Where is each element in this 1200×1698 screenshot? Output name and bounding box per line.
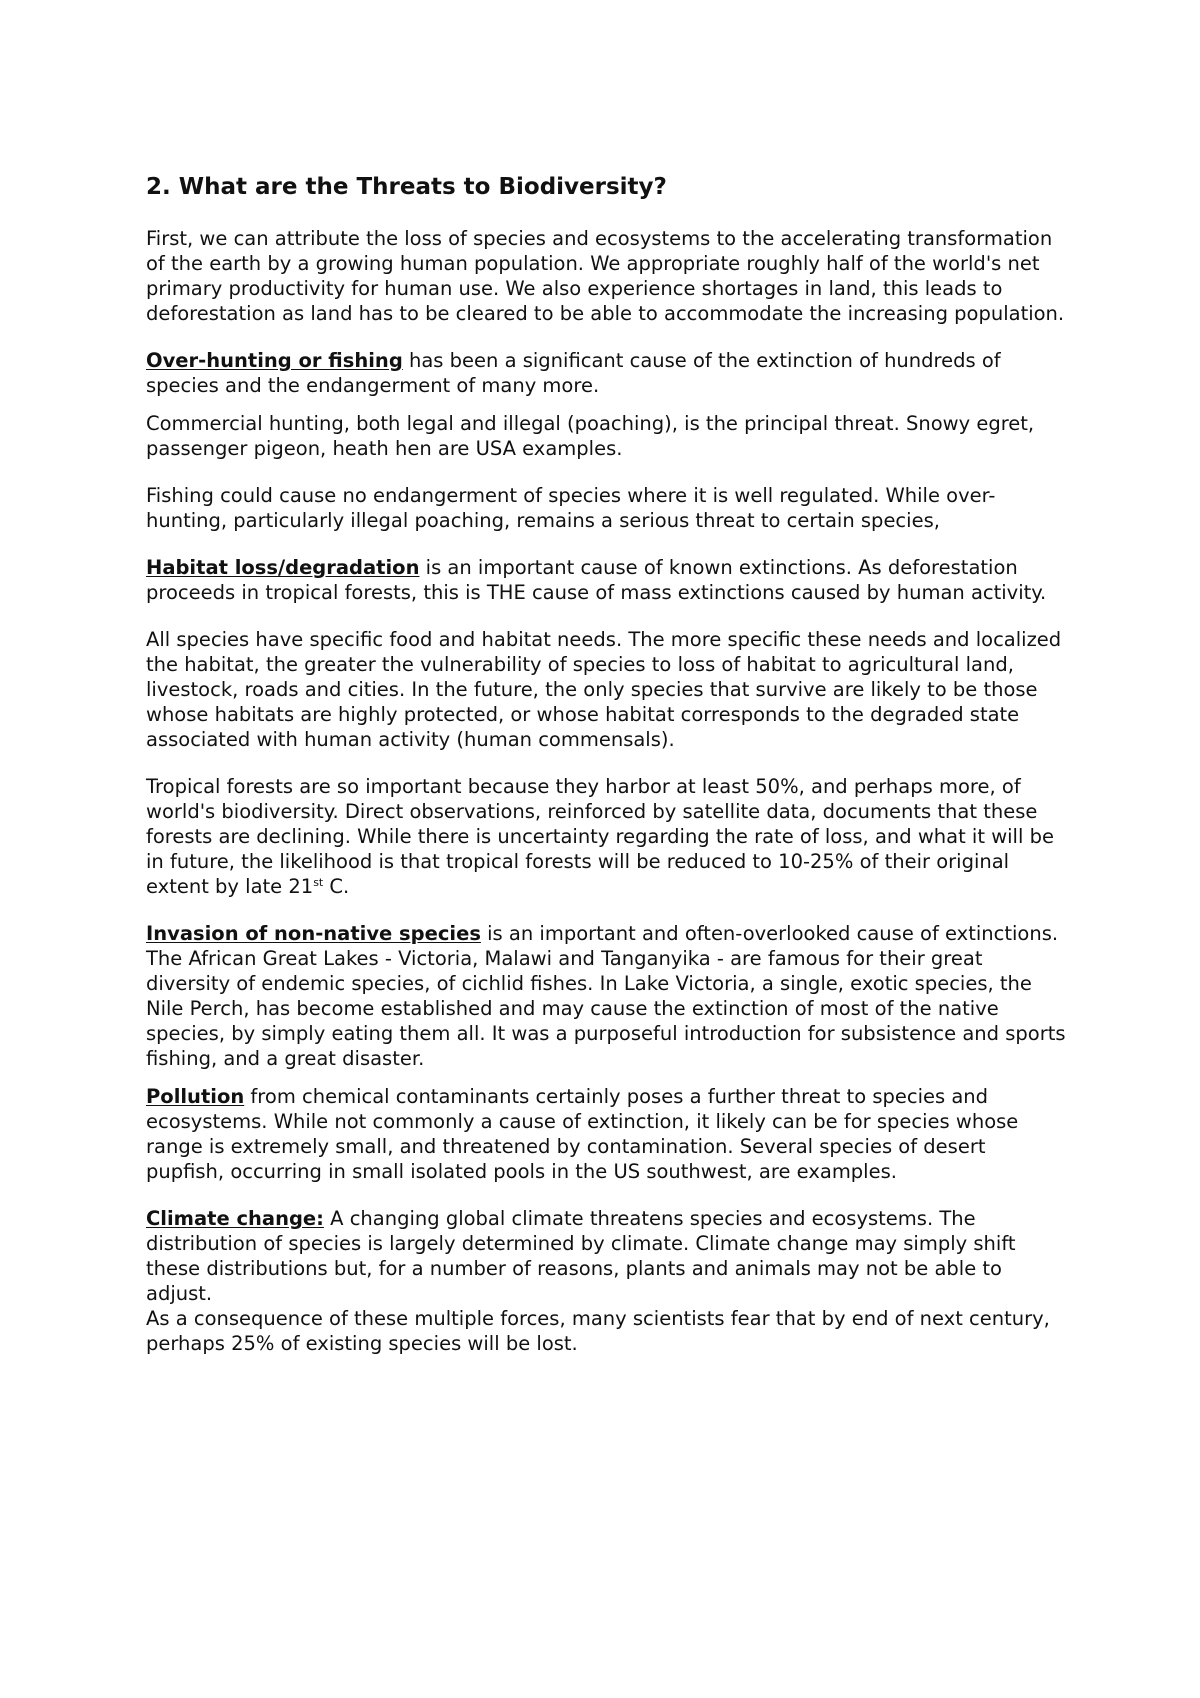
overhunting-text: has been a significant cause of the extinction of hundreds of species and the endangerment of many more. [146,349,1001,397]
overhunting-paragraph [146,348,1066,398]
document-body [146,172,1066,1356]
overhunting-term: Over-hunting or fishing [146,349,403,372]
habitat-needs-paragraph: All species have specific food and habitat needs. The more specific these needs and localized the habitat, the greater the vulnerability of species to loss of habitat to agricultural land, livestock, roads and cities. In the future, the only species that survive are likely to be those whose habitats are highly protected, or whose habitat corresponds to the degraded state associated with human activity (human commensals). [146,628,1062,751]
ordinal-superscript: st [313,876,324,889]
pollution-text: from chemical contaminants certainly poses a further threat to species and ecosystems. While not commonly a cause of extinction, it likely can be for species whose range is extremely small, and threatened by contamination. Several species of desert pupfish, occurring in small isolated pools in the US southwest, are examples. [146,1085,1019,1183]
tropical-forests-paragraph [146,774,1066,899]
tropical-text: Tropical forests are so important because they harbor at least 50%, and perhaps more, of world's biodiversity. Direct observations, reinforced by satellite data, documents that these forests are declining. While there is uncertainty regarding the rate of loss, and what it will be in future, the likelihood is that tropical forests will be reduced to 10-25% of their original extent by late 21 [146,775,1054,898]
climate-text: A changing global climate threatens species and ecosystems. The distribution of species is largely determined by climate. Climate change may simply shift these distributions but, for a number of reasons, plants and animals may not be able to adjust. [146,1207,1016,1305]
conclusion-paragraph: As a consequence of these multiple forces, many scientists fear that by end of next century, perhaps 25% of existing species will be lost. [146,1307,1050,1355]
pollution-paragraph [146,1084,1066,1184]
invasion-paragraph [146,921,1066,1071]
habitat-text: is an important cause of known extinctions. As deforestation proceeds in tropical forests, this is THE cause of mass extinctions caused by human activity. [146,556,1047,604]
intro-paragraph: First, we can attribute the loss of species and ecosystems to the accelerating transformation of the earth by a growing human population. We appropriate roughly half of the world's net primary productivity for human use. We also experience shortages in land, this leads to deforestation as land has to be cleared to be able to accommodate the increasing population. [146,227,1065,325]
pollution-term: Pollution [146,1085,245,1108]
invasion-text: is an important and often-overlooked cause of extinctions. The African Great Lakes - Victoria, Malawi and Tanganyika - are famous for their great diversity of endemic species, of cichlid fishes. In Lake Victoria, a single, exotic species, the Nile Perch, has become established and may cause the extinction of most of the native species, by simply eating them all. It was a purposeful introduction for subsistence and sports fishing, and a great disaster. [146,922,1066,1070]
climate-term: Climate change: [146,1207,324,1230]
fishing-paragraph: Fishing could cause no endangerment of species where it is well regulated. While over-hunting, particularly illegal poaching, remains a serious threat to certain species, [146,484,996,532]
commercial-hunting-paragraph: Commercial hunting, both legal and illegal (poaching), is the principal threat. Snowy egret, passenger pigeon, heath hen are USA examples. [146,412,1035,460]
tropical-end: C. [323,875,350,898]
section-heading: 2. What are the Threats to Biodiversity? [146,174,667,200]
habitat-paragraph [146,555,1066,605]
habitat-term: Habitat loss/degradation [146,556,420,579]
climate-paragraph [146,1206,1066,1306]
invasion-term: Invasion of non-native species [146,922,481,945]
